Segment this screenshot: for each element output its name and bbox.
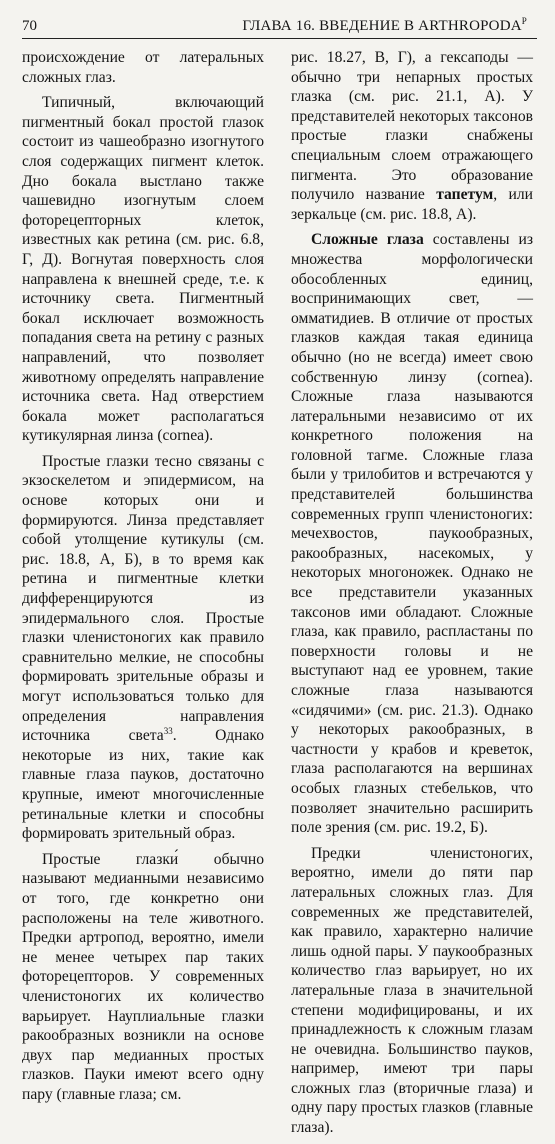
running-title [242, 16, 527, 36]
paragraph-text: составлены из множества морфологически обособленных единиц, воспринимающих свет, — омматидиев. В отличие от простых глазков каждая такая единица обычно (но не всегда) имеет свою собственную линзу (cornea). Сложные глаза называются латеральными независимо от их конкретного положения на головной тагме. Сложные глаза были у трилобитов и встречаются у представителей большинства современных групп членистоногих: мечехвостов, паукообразных, ракообразных, насекомых, у некоторых многоножек. Однако не все представители указанных таксонов ими обладают. Сложные глаза, как правило, распластаны по поверхности головы и не выступают над ее уровнем, такие сложные глаза называются «сидячими» (см. рис. 21.3). Однако у некоторых ракообразных, в частности у крабов и креветок, глаза располагаются на вершинах особых глазных стебельков, что позволяет значительно расширить поле зрения (см. рис. 19.2, Б). [291, 231, 533, 837]
footnote-ref: 33 [163, 726, 173, 736]
paragraph: Предки членистоногих, вероятно, имели до пяти пар латеральных сложных глаз. Для современных же представителей, как правило, характерно наличие лишь одной пары. У паукообразных количество глаз варьирует, но их латеральные глаза в значительной степени модифицированы, и их принадлежность к сложным глазам не очевидна. Большинство пауков, например, имеют три пары сложных глаз (вторичные глаза) и одну пару простых глазков (главные глаза). [291, 844, 533, 1137]
paragraph: Типичный, включающий пигментный бокал простой глазок состоит из чашеобразно изогнутого слоя содержащих пигмент клеток. Дно бокала выстлано также чашевидно изогнутым слоем фоторецепторных клеток, известных как ретина (см. рис. 6.8, Г, Д). Вогнутая поверхность слоя направлена к внешней среде, т.е. к источнику света. Пигментный бокал исключает возможность попадания света на ретину с разных направлений, что позволяет животному определять направление источника света. Над отверстием бокала может располагаться кутикулярная линза (cornea). [22, 94, 264, 445]
paragraph [291, 48, 533, 224]
running-title-mark: P [521, 16, 527, 26]
paragraph-text: Простые глазки тесно связаны с экзоскелетом и эпидермисом, на основе которых они и формируются. Линза представляет собой утолщение кутикулы (см. рис. 18.8, А, Б), в то время как ретина и пигментные клетки дифференцируются из эпидермального слоя. Простые глазки членистоногих как правило сравнительно мелкие, не способны формировать зрительные образы и могут использоваться только для определения направления источника света [22, 452, 264, 745]
paragraph [291, 230, 533, 837]
term-bold: тапетум [436, 186, 494, 204]
page-number: 70 [22, 18, 37, 34]
paragraph-text: , или зеркальце (см. рис. 18.8, А). [291, 186, 533, 223]
paragraph: Простые глазки́ обычно называют медианными независимо от того, где конкретно они расположены на теле животного. Предки артропод, вероятно, имели не менее четырех пар таких фоторецепторов. У современных членистоногих их количество варьирует. Науплиальные глазки ракообразных возникли на основе двух пар медианных простых глазков. Пауки имеют всего одну пару (главные глаза; см. [22, 850, 264, 1103]
term-bold: Сложные глаза [311, 231, 424, 249]
paragraph: происхождение от латеральных сложных глаз. [22, 49, 264, 86]
running-header [22, 16, 537, 39]
paragraph [22, 452, 264, 844]
left-column [22, 48, 264, 1110]
paragraph-text: рис. 18.27, В, Г), а гексаподы — обычно три непарных простых глазка (см. рис. 21.1, А). У представителей некоторых таксонов простые глазки снабжены специальным слоем отражающего пигмента. Это образование получило название [291, 49, 533, 204]
paragraph-text: . Однако некоторые из них, такие как главные глаза пауков, достаточно крупные, имеют многочисленные ретинальные клетки и способны формировать зрительный образ. [22, 727, 264, 843]
right-column [291, 48, 533, 1144]
running-title-text: ГЛАВА 16. ВВЕДЕНИЕ В ARTHROPODA [242, 18, 522, 34]
